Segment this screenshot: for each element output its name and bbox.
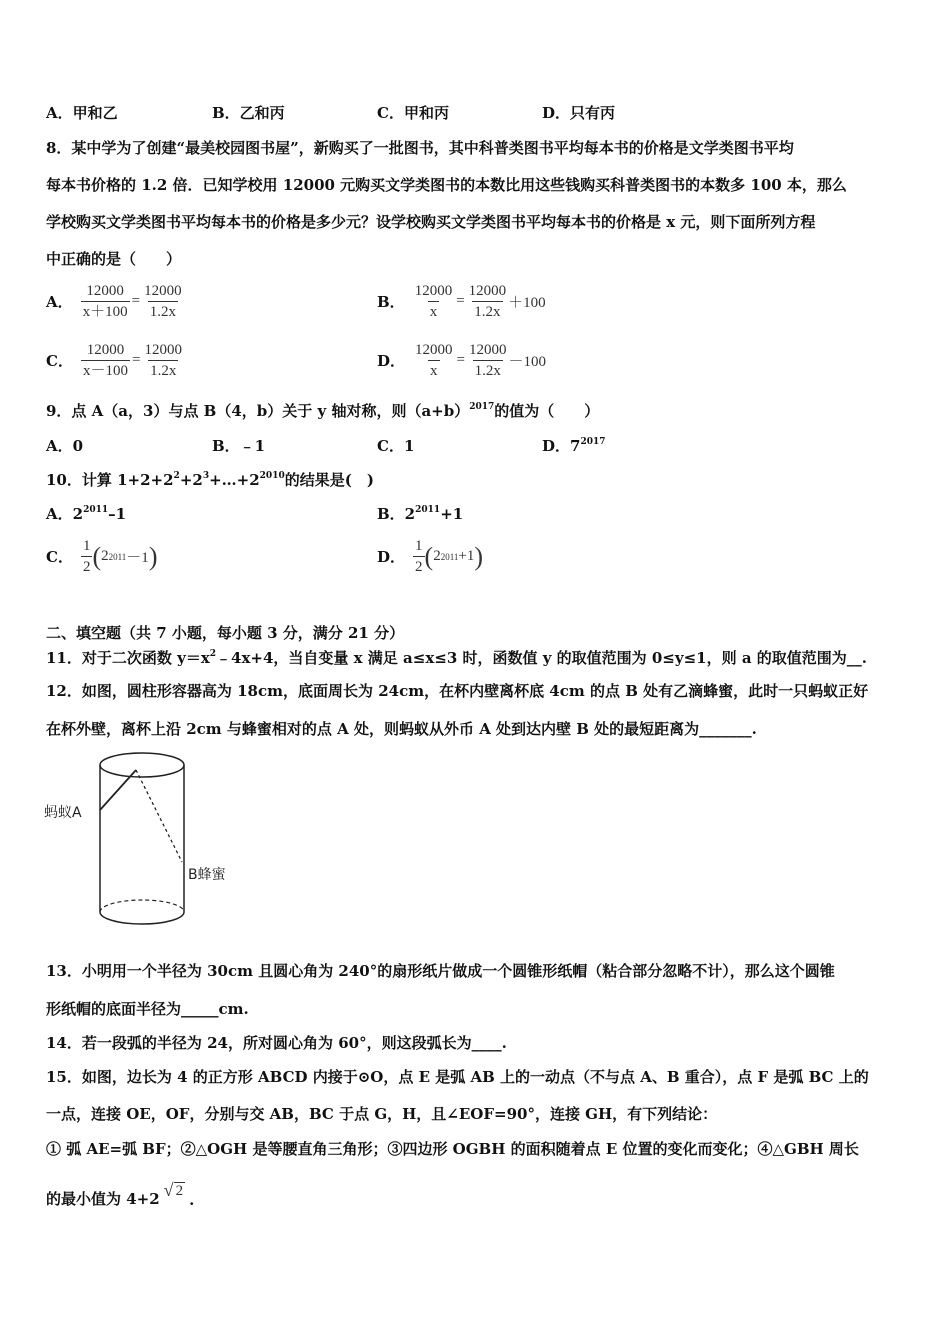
q8-c-num2: 12000	[144, 342, 182, 358]
q10-d-den: 2	[413, 556, 425, 577]
q10-d-expr-exp: 2011	[440, 551, 459, 562]
q15-line4-part-1: 的最小值为 4+2	[46, 1190, 160, 1208]
q10-b-base: B．2	[377, 505, 416, 523]
q8-stem-line-4: 中正确的是（ ）	[46, 250, 182, 268]
path-rim-to-honey	[136, 770, 182, 862]
cylinder-bottom-front	[100, 912, 184, 924]
q12-cylinder-figure	[40, 742, 250, 932]
q11-stem	[46, 647, 867, 668]
q9-option-d-base: D．7	[542, 437, 581, 455]
q8-a-den1: x＋100	[81, 301, 130, 322]
q10-a-exp: 2011	[83, 505, 109, 515]
q8-stem-line-3: 学校购买文学类图书平均每本书的价格是多少元？设学校购买文学类图书平均每本书的价格是 x 元，则下面所列方程	[46, 213, 816, 231]
q8-option-c: C． $\frac{12000}{x-100}$ = $\frac{12000}{1.2x}$	[46, 342, 182, 379]
q10-c-den: 2	[81, 556, 93, 577]
q7-option-b: B．乙和丙	[212, 104, 285, 122]
q8-a-num1: 12000	[86, 283, 124, 299]
q10-d-expr-base: 2	[433, 548, 441, 564]
q8-b-den2: 1.2x	[472, 301, 502, 322]
path-ant-to-rim	[100, 770, 136, 810]
q8-option-a-label: A．	[46, 293, 73, 311]
q10-exp-2: 2	[173, 471, 180, 481]
q10-d-expr-tail: +1	[458, 548, 475, 564]
q7-option-a: A．甲和乙	[46, 104, 118, 122]
q8-option-c-label: C．	[46, 352, 73, 370]
q9-stem-exponent: 2017	[469, 402, 495, 412]
q8-option-a: A． $\frac{12000}{x+100}$ = $\frac{12000}{1.2x}$	[46, 283, 182, 320]
q8-b-den1: x	[428, 301, 440, 322]
cylinder-bottom-back	[100, 900, 184, 912]
q15-sqrt-radicand: 2	[175, 1183, 184, 1199]
q15-line4-part-2: .	[189, 1191, 195, 1209]
q10-option-d: D． $\frac{1}{2}$ ( 2 2011 +1 )	[377, 538, 483, 575]
q15-sqrt: √ 2	[163, 1180, 184, 1200]
q9-option-a: A．0	[46, 437, 84, 455]
q10-stem-part-3: 的结果是( )	[284, 471, 374, 489]
q10-stem-part-1: 10．计算 1+2+2	[46, 471, 174, 489]
q8-stem-line-2: 每本书价格的 1.2 倍．已知学校用 12000 元购买文学类图书的本数比用这些钱购买科普类图书的本数多 100 本，那么	[46, 176, 847, 194]
q10-c-expr-base: 2	[101, 548, 109, 564]
q8-b-num2: 12000	[468, 283, 507, 299]
q8-d-den2: 1.2x	[473, 360, 503, 381]
q10-c-label: C．	[46, 548, 73, 566]
q11-part-2: ﹣4x+4，当自变量 x 满足 a≤x≤3 时，函数值 y 的取值范围为 0≤y≤1，则 a 的取值范围为__.	[216, 649, 867, 667]
q8-d-tail: －100	[508, 354, 546, 370]
q10-option-b	[377, 503, 463, 524]
q11-exponent: 2	[209, 649, 217, 659]
q15-stem-line-4	[46, 1180, 195, 1209]
q10-c-num: 1	[82, 538, 91, 554]
q9-stem-part-1: 9．点 A（a，3）与点 B（4，b）关于 y 轴对称，则（a+b）	[46, 402, 470, 420]
q8-b-tail: ＋100	[508, 295, 546, 311]
q9-option-c: C．1	[377, 437, 415, 455]
q8-option-d-label: D．	[377, 352, 406, 370]
q9-option-d	[542, 435, 606, 456]
q15-stem-line-2: 一点，连接 OE，OF，分别与交 AB，BC 于点 G，H，且∠EOF=90°，连接 GH，有下列结论：	[46, 1105, 718, 1123]
q14-stem: 14．若一段弧的半径为 24，所对圆心角为 60°，则这段弧长为____.	[46, 1034, 507, 1052]
q8-c-den2: 1.2x	[148, 360, 178, 381]
q13-stem-line-1: 13．小明用一个半径为 30cm 且圆心角为 240°的扇形纸片做成一个圆锥形纸帽（粘合部分忽略不计），那么这个圆锥	[46, 962, 835, 980]
q10-option-c: C． $\frac{1}{2}$ ( 2 2011 －1 )	[46, 538, 158, 575]
q12-stem-line-2: 在杯外壁，离杯上沿 2cm 与蜂蜜相对的点 A 处，则蚂蚁从外币 A 处到达内壁 B 处的最短距离为_______.	[46, 720, 757, 738]
q11-part-1: 11．对于二次函数 y＝x	[46, 649, 210, 667]
q10-b-exp: 2011	[415, 505, 441, 515]
q10-stem-part-2: +…+2	[209, 471, 260, 489]
q8-a-den2: 1.2x	[148, 301, 178, 322]
q8-d-den1: x	[428, 360, 440, 381]
q10-exp-2010: 2010	[259, 471, 285, 481]
q10-d-label: D．	[377, 548, 406, 566]
q10-stem	[46, 469, 374, 490]
q8-option-b: B． $\frac{12000}{x}$ = $\frac{12000}{1.2x}$ ＋100	[377, 283, 546, 320]
q12-stem-line-1: 12．如图，圆柱形容器高为 18cm，底面周长为 24cm，在杯内壁离杯底 4cm 的点 B 处有乙滴蜂蜜，此时一只蚂蚁正好	[46, 682, 869, 700]
cylinder-diagram	[40, 742, 250, 932]
cylinder-top-ellipse	[100, 753, 184, 777]
q8-d-num1: 12000	[415, 342, 453, 358]
q8-option-d: D． $\frac{12000}{x}$ = $\frac{12000}{1.2x}$ －100	[377, 342, 546, 379]
q10-a-base: A．2	[46, 505, 84, 523]
q9-option-d-exponent: 2017	[580, 437, 606, 447]
q8-stem-line-1: 8．某中学为了创建“最美校园图书屋”，新购买了一批图书，其中科普类图书平均每本书的价格是文学类图书平均	[46, 139, 794, 157]
label-honey-b: B蜂蜜	[188, 867, 226, 883]
q10-c-expr-tail: －1	[126, 550, 149, 566]
q10-c-expr-exp: 2011	[108, 551, 127, 562]
q8-a-num2: 12000	[144, 283, 182, 299]
q8-b-num1: 12000	[414, 283, 453, 299]
q15-stem-line-3: ① 弧 AE=弧 BF；②△OGH 是等腰直角三角形；③四边形 OGBH 的面积随着点 E 位置的变化而变化；④△GBH 周长	[46, 1140, 859, 1158]
section-2-title: 二、填空题（共 7 小题，每小题 3 分，满分 21 分）	[46, 624, 405, 642]
q10-option-a	[46, 503, 126, 524]
q8-c-den1: x－100	[81, 360, 130, 381]
q9-stem-part-2: 的值为（ ）	[494, 402, 600, 420]
q8-c-num1: 12000	[86, 342, 125, 358]
q10-a-tail: –1	[108, 505, 127, 523]
q7-option-c: C．甲和丙	[377, 104, 449, 122]
q9-stem	[46, 400, 599, 421]
q9-option-b: B．﹣1	[212, 437, 266, 455]
q8-d-num2: 12000	[468, 342, 507, 358]
q15-stem-line-1: 15．如图，边长为 4 的正方形 ABCD 内接于⊙O，点 E 是弧 AB 上的一动点（不与点 A、B 重合），点 F 是弧 BC 上的	[46, 1068, 869, 1086]
q13-stem-line-2: 形纸帽的底面半径为_____cm.	[46, 1000, 249, 1018]
q10-stem-plus: +2	[179, 471, 203, 489]
q10-d-num: 1	[415, 538, 423, 554]
q10-exp-3: 3	[202, 471, 210, 481]
q8-option-b-label: B．	[377, 293, 405, 311]
q10-b-tail: +1	[440, 505, 464, 523]
q7-option-d: D．只有丙	[542, 104, 616, 122]
label-ant-a: 蚂蚁A	[44, 805, 82, 821]
